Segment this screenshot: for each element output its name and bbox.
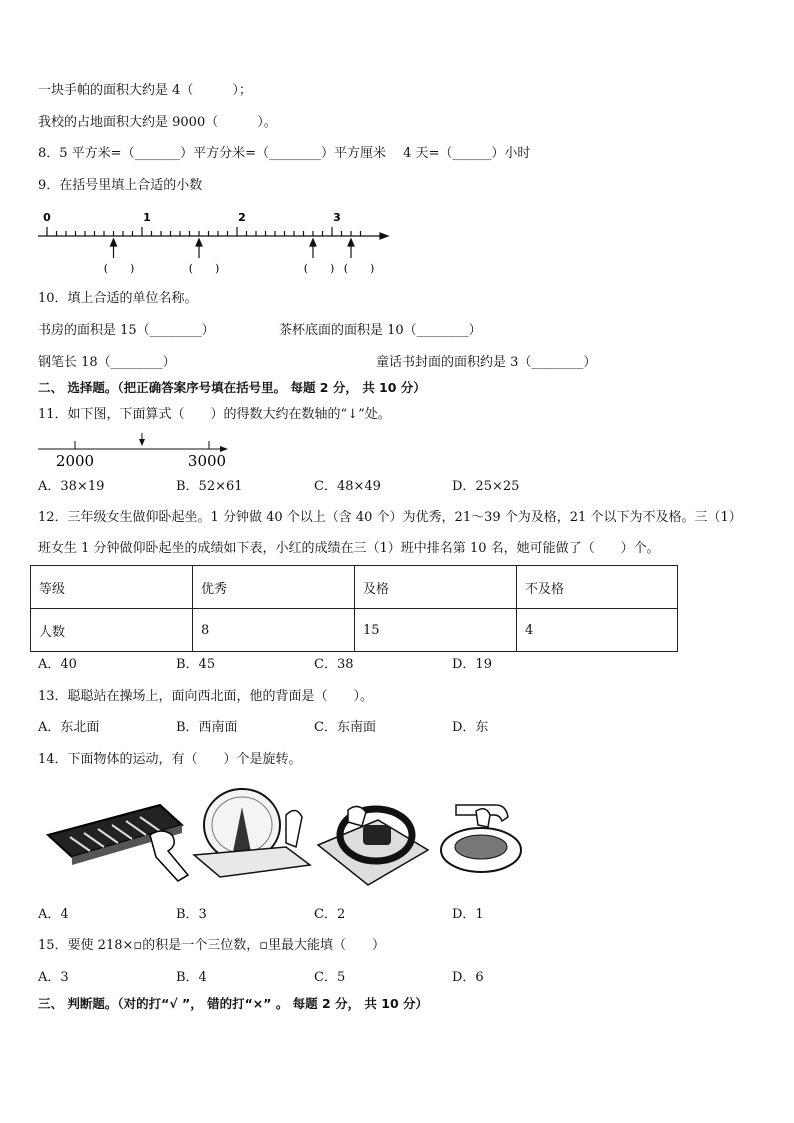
option-c[interactable]: C．2 (314, 907, 346, 922)
blank-line-handkerchief: 一块手帕的面积大约是 4（ ）； (38, 83, 252, 98)
axis-label-3000: 3000 (187, 452, 227, 470)
answer-blank: ( ) (303, 262, 335, 275)
option-c[interactable]: C．东南面 (314, 720, 376, 735)
faucet-icon (436, 795, 526, 885)
option-d[interactable]: D．6 (452, 970, 484, 985)
option-b[interactable]: B．52×61 (176, 479, 243, 494)
question-14: 14．下面物体的运动，有（ ）个是旋转。 (38, 752, 302, 767)
option-c[interactable]: C．48×49 (314, 479, 381, 494)
option-d[interactable]: D．1 (452, 907, 484, 922)
option-b[interactable]: B．45 (176, 657, 216, 672)
table-cell: 人数 (31, 609, 193, 652)
question-13: 13．聪聪站在操场上，面向西北面，他的背面是（ ）。 (38, 689, 374, 704)
table-cell: 8 (193, 609, 355, 652)
option-b[interactable]: B．4 (176, 970, 207, 985)
tick-label: 3 (333, 211, 341, 224)
steering-wheel-icon (318, 790, 433, 890)
number-line-q11 (38, 428, 238, 473)
question-8: 8．5 平方米=（_______）平方分米=（________）平方厘米 4 天=（______）小时 (38, 146, 531, 161)
option-a[interactable]: A．东北面 (38, 720, 100, 735)
table-cell: 不及格 (517, 566, 678, 609)
abacus-icon (40, 795, 190, 885)
option-c[interactable]: C．38 (314, 657, 354, 672)
option-b[interactable]: B．3 (176, 907, 207, 922)
question-12-line1: 12．三年级女生做仰卧起坐。1 分钟做 40 个以上（含 40 个）为优秀，21～39 个为及格，21 个以下为不及格。三（1） (38, 510, 742, 525)
table-header-row (31, 566, 678, 609)
pointer-arrowhead (111, 239, 117, 246)
option-d[interactable]: D．25×25 (452, 479, 520, 494)
pointer-arrowhead (310, 239, 316, 246)
question-10-study: 书房的面积是 15（________） (38, 323, 215, 338)
option-a[interactable]: A．4 (38, 907, 69, 922)
axis-arrow (380, 233, 388, 239)
number-line-q9 (36, 208, 396, 280)
question-11: 11．如下图，下面算式（ ）的得数大约在数轴的“↓”处。 (38, 407, 391, 422)
option-a[interactable]: A．38×19 (38, 479, 105, 494)
table-cell: 4 (517, 609, 678, 652)
table-row (31, 609, 678, 652)
question-10-pen: 钢笔长 18（________） (38, 355, 176, 370)
pointer-arrowhead (196, 239, 202, 246)
table-cell: 等级 (31, 566, 193, 609)
question-15: 15．要使 218×▫的积是一个三位数，▫里最大能填（ ） (38, 938, 386, 953)
tick-label: 0 (43, 211, 51, 224)
section-2-heading: 二、 选择题。（把正确答案序号填在括号里。 每题 2 分， 共 10 分） (38, 380, 426, 395)
section-3-heading: 三、 判断题。（对的打“√ ”， 错的打“×” 。 每题 2 分， 共 10 分） (38, 996, 429, 1011)
option-b[interactable]: B．西南面 (176, 720, 238, 735)
answer-blank: ( ) (103, 262, 135, 275)
tick-label: 2 (238, 211, 246, 224)
question-10-book: 童话书封面的面积约是 3（________） (376, 355, 597, 370)
pointer-arrowhead (348, 239, 354, 246)
table-cell: 15 (355, 609, 517, 652)
tick-label: 1 (143, 211, 151, 224)
question-12-line2: 班女生 1 分钟做仰卧起坐的成绩如下表，小红的成绩在三（1）班中排名第 10 名，她可能做了（ ）个。 (38, 541, 660, 556)
answer-blank: ( ) (343, 262, 375, 275)
question-10-cup: 茶杯底面的面积是 10（________） (279, 323, 482, 338)
table-cell: 优秀 (193, 566, 355, 609)
grade-table (30, 565, 678, 652)
globe-icon (190, 785, 315, 885)
option-a[interactable]: A．3 (38, 970, 69, 985)
option-c[interactable]: C．5 (314, 970, 346, 985)
answer-blank: ( ) (188, 262, 220, 275)
option-a[interactable]: A．40 (38, 657, 77, 672)
table-cell: 及格 (355, 566, 517, 609)
option-d[interactable]: D．东 (452, 720, 489, 735)
question-9: 9．在括号里填上合适的小数 (38, 178, 203, 193)
axis-label-2000: 2000 (55, 452, 95, 470)
option-d[interactable]: D．19 (452, 657, 492, 672)
blank-line-school-area: 我校的占地面积大约是 9000（ ）。 (38, 115, 277, 130)
question-10: 10．填上合适的单位名称。 (38, 291, 198, 306)
